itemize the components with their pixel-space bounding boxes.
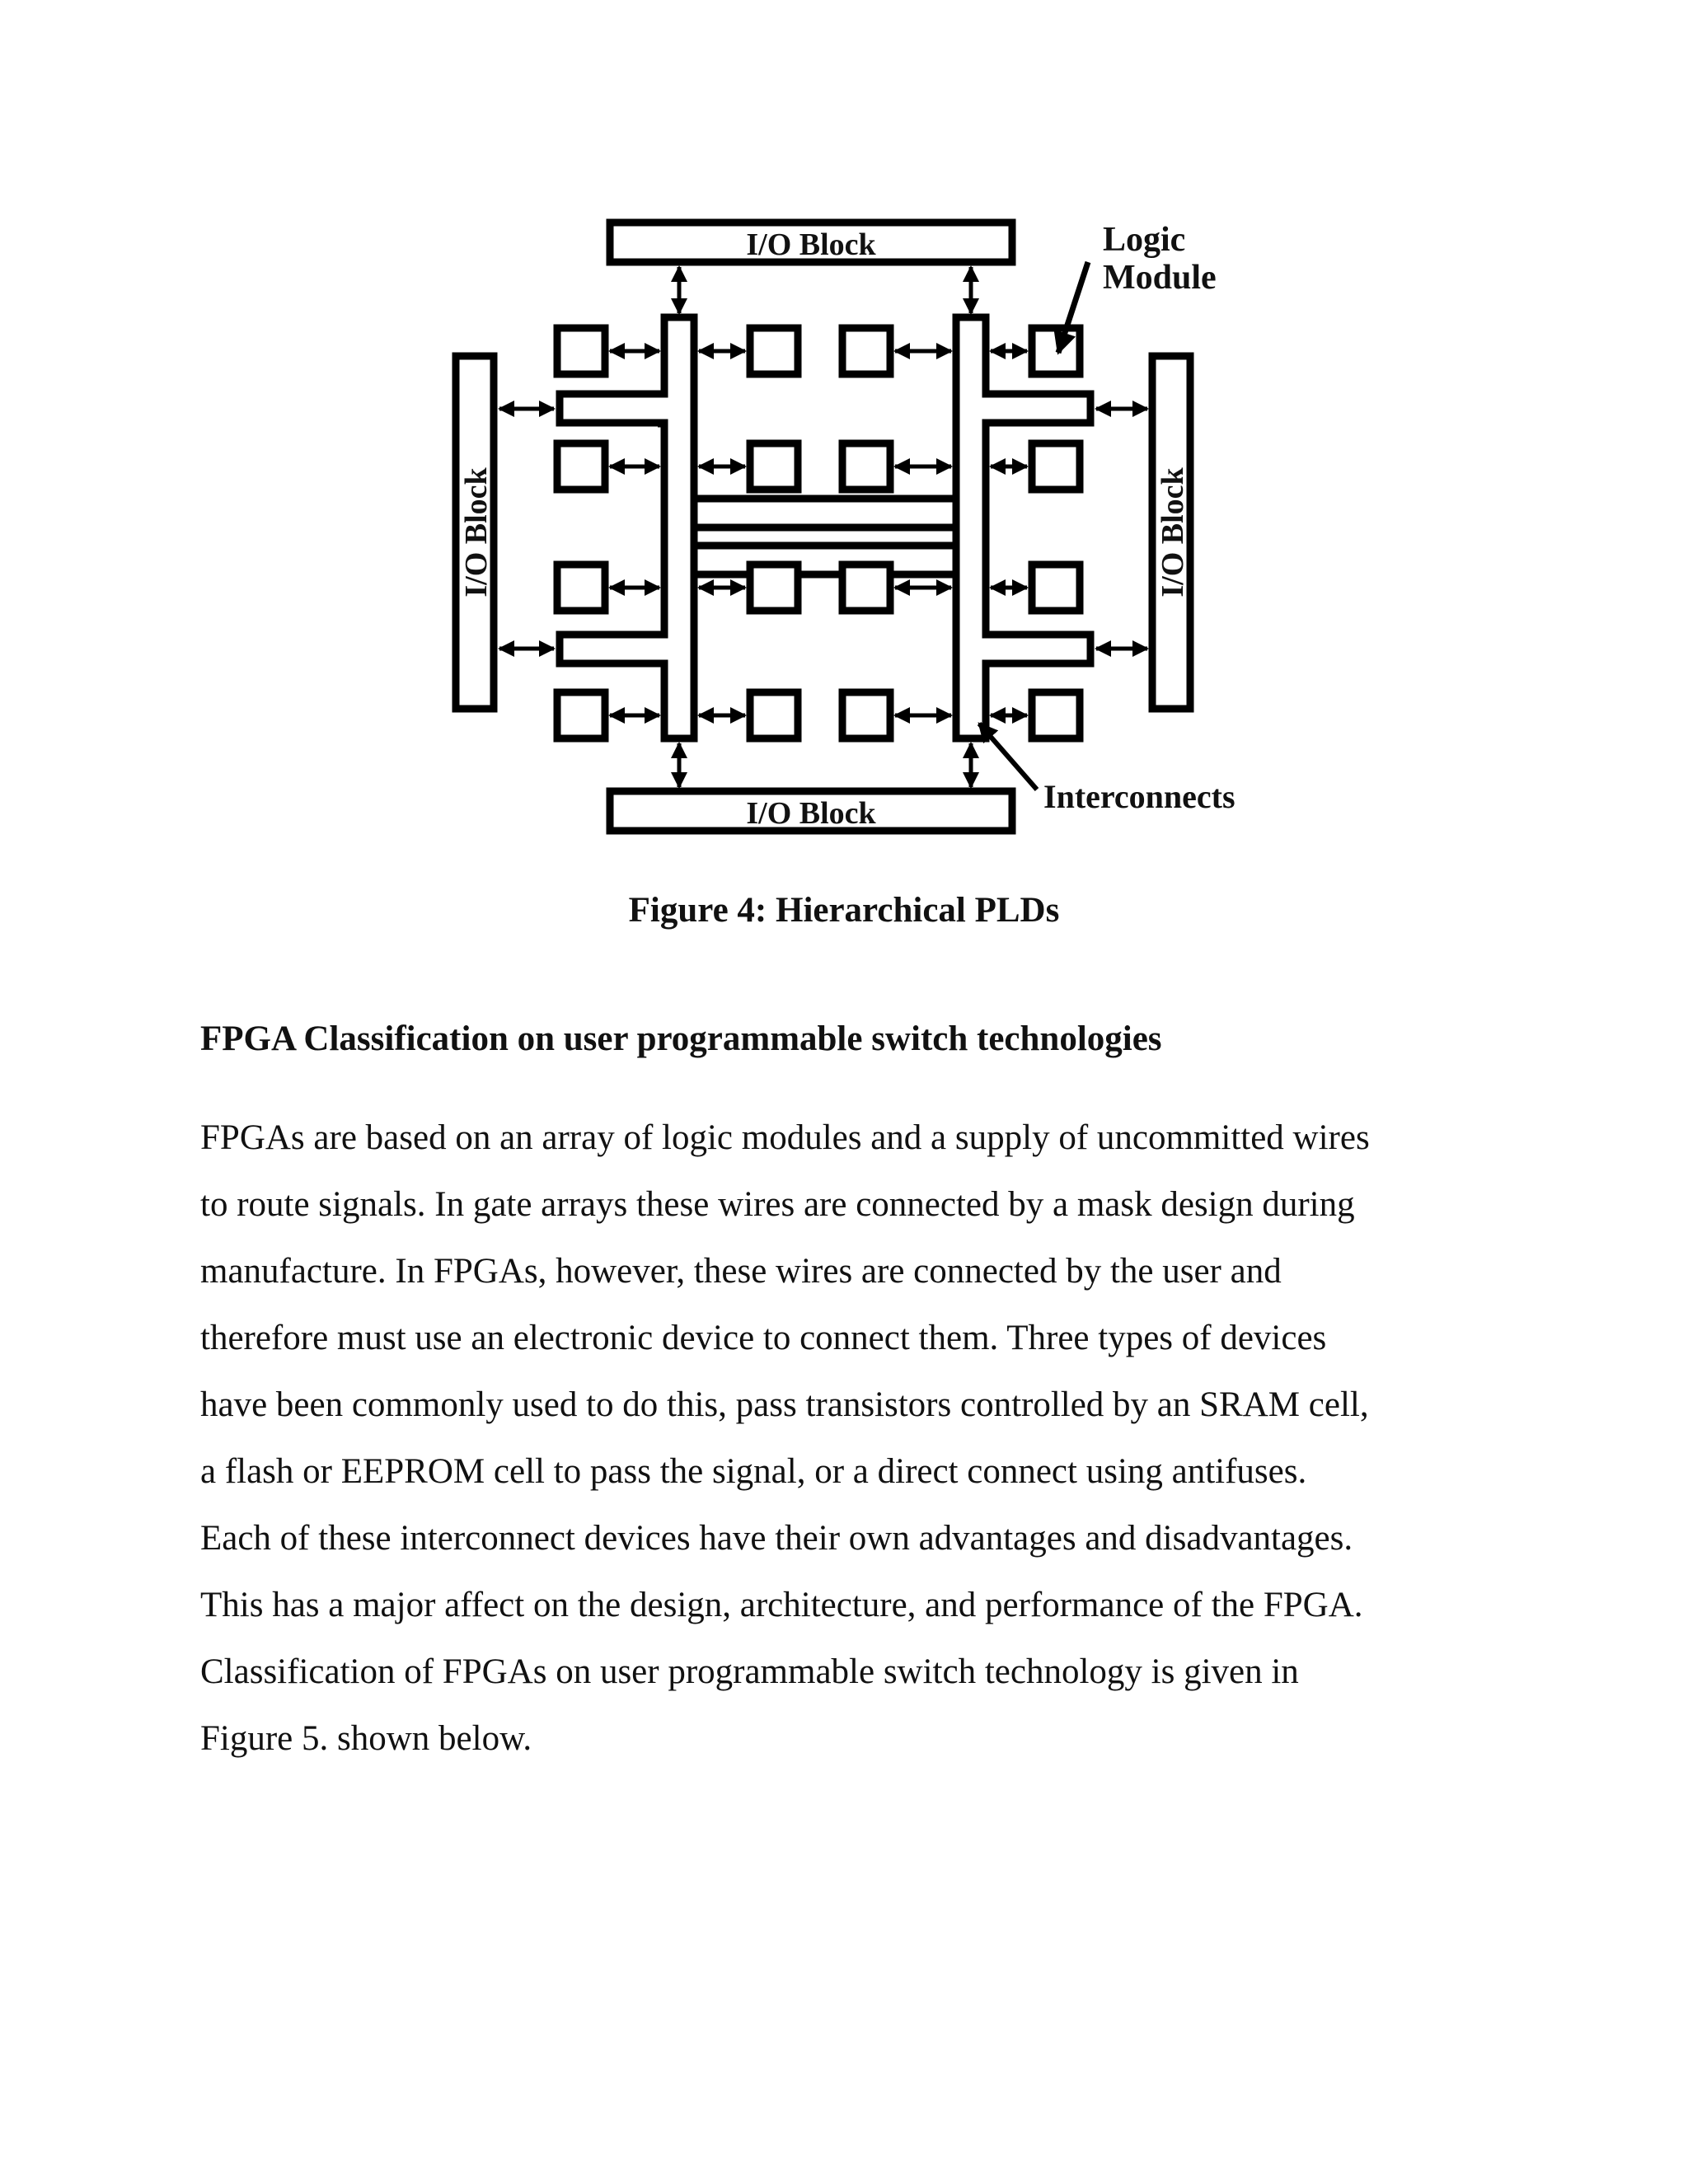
interconnect-right-h	[956, 317, 1090, 738]
paragraph-line: Classification of FPGAs on user programmable switch technology is given in	[200, 1652, 1299, 1691]
logic-module	[557, 443, 605, 490]
logic-module	[1032, 692, 1080, 738]
logic-module	[1032, 565, 1080, 611]
paragraph-line: a flash or EEPROM cell to pass the signal, or a direct connect using antifuses.	[200, 1452, 1307, 1491]
body-paragraph	[200, 1104, 1536, 1772]
logic-module	[557, 328, 605, 374]
paragraph-line: therefore must use an electronic device to connect them. Three types of devices	[200, 1319, 1327, 1357]
io-block-left-label: I/O Block	[459, 467, 494, 598]
logic-module-label-line2: Module	[1103, 259, 1217, 297]
io-block-top-label: I/O Block	[746, 227, 876, 262]
figure-caption: Figure 4: Hierarchical PLDs	[628, 891, 1060, 930]
logic-module	[842, 565, 890, 611]
logic-module	[750, 328, 798, 374]
logic-module	[1032, 443, 1080, 490]
logic-module	[557, 692, 605, 738]
logic-modules	[557, 328, 1080, 738]
paragraph-line: manufacture. In FPGAs, however, these wires are connected by the user and	[200, 1252, 1282, 1291]
logic-module	[750, 443, 798, 490]
logic-module	[750, 565, 798, 611]
io-block-bottom-label: I/O Block	[746, 796, 876, 831]
logic-module	[842, 692, 890, 738]
paragraph-line: have been commonly used to do this, pass transistors controlled by an SRAM cell,	[200, 1385, 1369, 1424]
hierarchical-pld-diagram	[0, 0, 1688, 865]
interconnect-left-h	[560, 317, 694, 738]
logic-module-label-line1: Logic	[1103, 221, 1186, 259]
interconnect-center-bottom	[694, 546, 956, 574]
interconnect-center-top	[694, 499, 956, 527]
logic-module	[842, 328, 890, 374]
interconnects-label: Interconnects	[1043, 778, 1236, 815]
logic-module	[557, 565, 605, 611]
paragraph-line: This has a major affect on the design, architecture, and performance of the FPGA.	[200, 1586, 1363, 1624]
paragraph-line: to route signals. In gate arrays these wires are connected by a mask design during	[200, 1185, 1355, 1224]
io-block-right-label: I/O Block	[1156, 467, 1190, 598]
paragraph-line: Figure 5. shown below.	[200, 1719, 532, 1758]
logic-module	[842, 443, 890, 490]
logic-module	[750, 692, 798, 738]
paragraph-line: Each of these interconnect devices have their own advantages and disadvantages.	[200, 1519, 1353, 1558]
paragraph-line: FPGAs are based on an array of logic modules and a supply of uncommitted wires	[200, 1118, 1370, 1157]
section-heading: FPGA Classification on user programmable switch technologies	[200, 1019, 1162, 1058]
